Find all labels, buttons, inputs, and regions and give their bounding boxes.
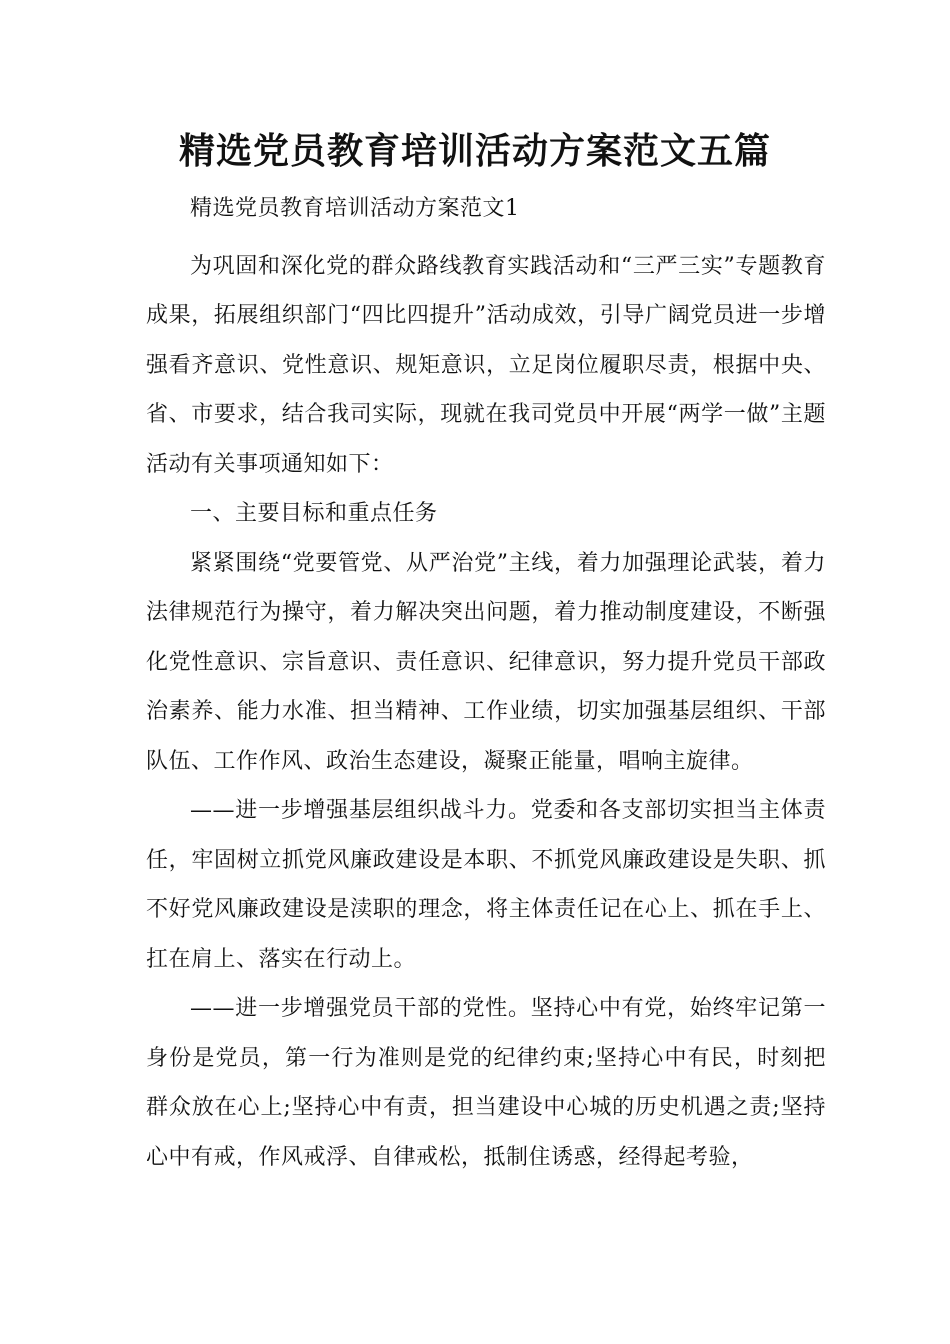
paragraph-party-spirit: ——进一步增强党员干部的党性。坚持心中有党，始终牢记第一身份是党员，第一行为准则是党的纪律约束;坚持心中有民，时刻把群众放在心上;坚持心中有责，担当建设中心城的历史机遇之责;坚持心中有戒，作风戒浮、自律戒松，抵制住诱惑，经得起考验， — [146, 996, 826, 1170]
section-subheading: 精选党员教育培训活动方案范文1 — [190, 196, 520, 221]
document-body — [146, 184, 826, 1182]
paragraph-intro: 为巩固和深化党的群众路线教育实践活动和“三严三实”专题教育成果，拓展组织部门“四比四提升”活动成效，引导广阔党员进一步增强看齐意识、党性意识、规矩意识，立足岗位履职尽责，根据中央、省、市要求，结合我司实际，现就在我司党员中开展“两学一做”主题活动有关事项通知如下： — [146, 253, 826, 477]
paragraph-goals: 紧紧围绕“党要管党、从严治党”主线，着力加强理论武装，着力法律规范行为操守，着力解决突出问题，着力推动制度建设，不断强化党性意识、宗旨意识、责任意识、纪律意识，努力提升党员干部政治素养、能力水准、担当精神、工作业绩，切实加强基层组织、干部队伍、工作作风、政治生态建设，凝聚正能量，唱响主旋律。 — [146, 550, 826, 774]
document-title: 精选党员教育培训活动方案范文五篇 — [178, 131, 771, 172]
paragraph-organization: ——进一步增强基层组织战斗力。党委和各支部切实担当主体责任，牢固树立抓党风廉政建设是本职、不抓党风廉政建设是失职、抓不好党风廉政建设是渎职的理念，将主体责任记在心上、抓在手上、扛在肩上、落实在行动上。 — [146, 798, 826, 972]
paragraph-heading-goals: 一、主要目标和重点任务 — [190, 501, 438, 526]
